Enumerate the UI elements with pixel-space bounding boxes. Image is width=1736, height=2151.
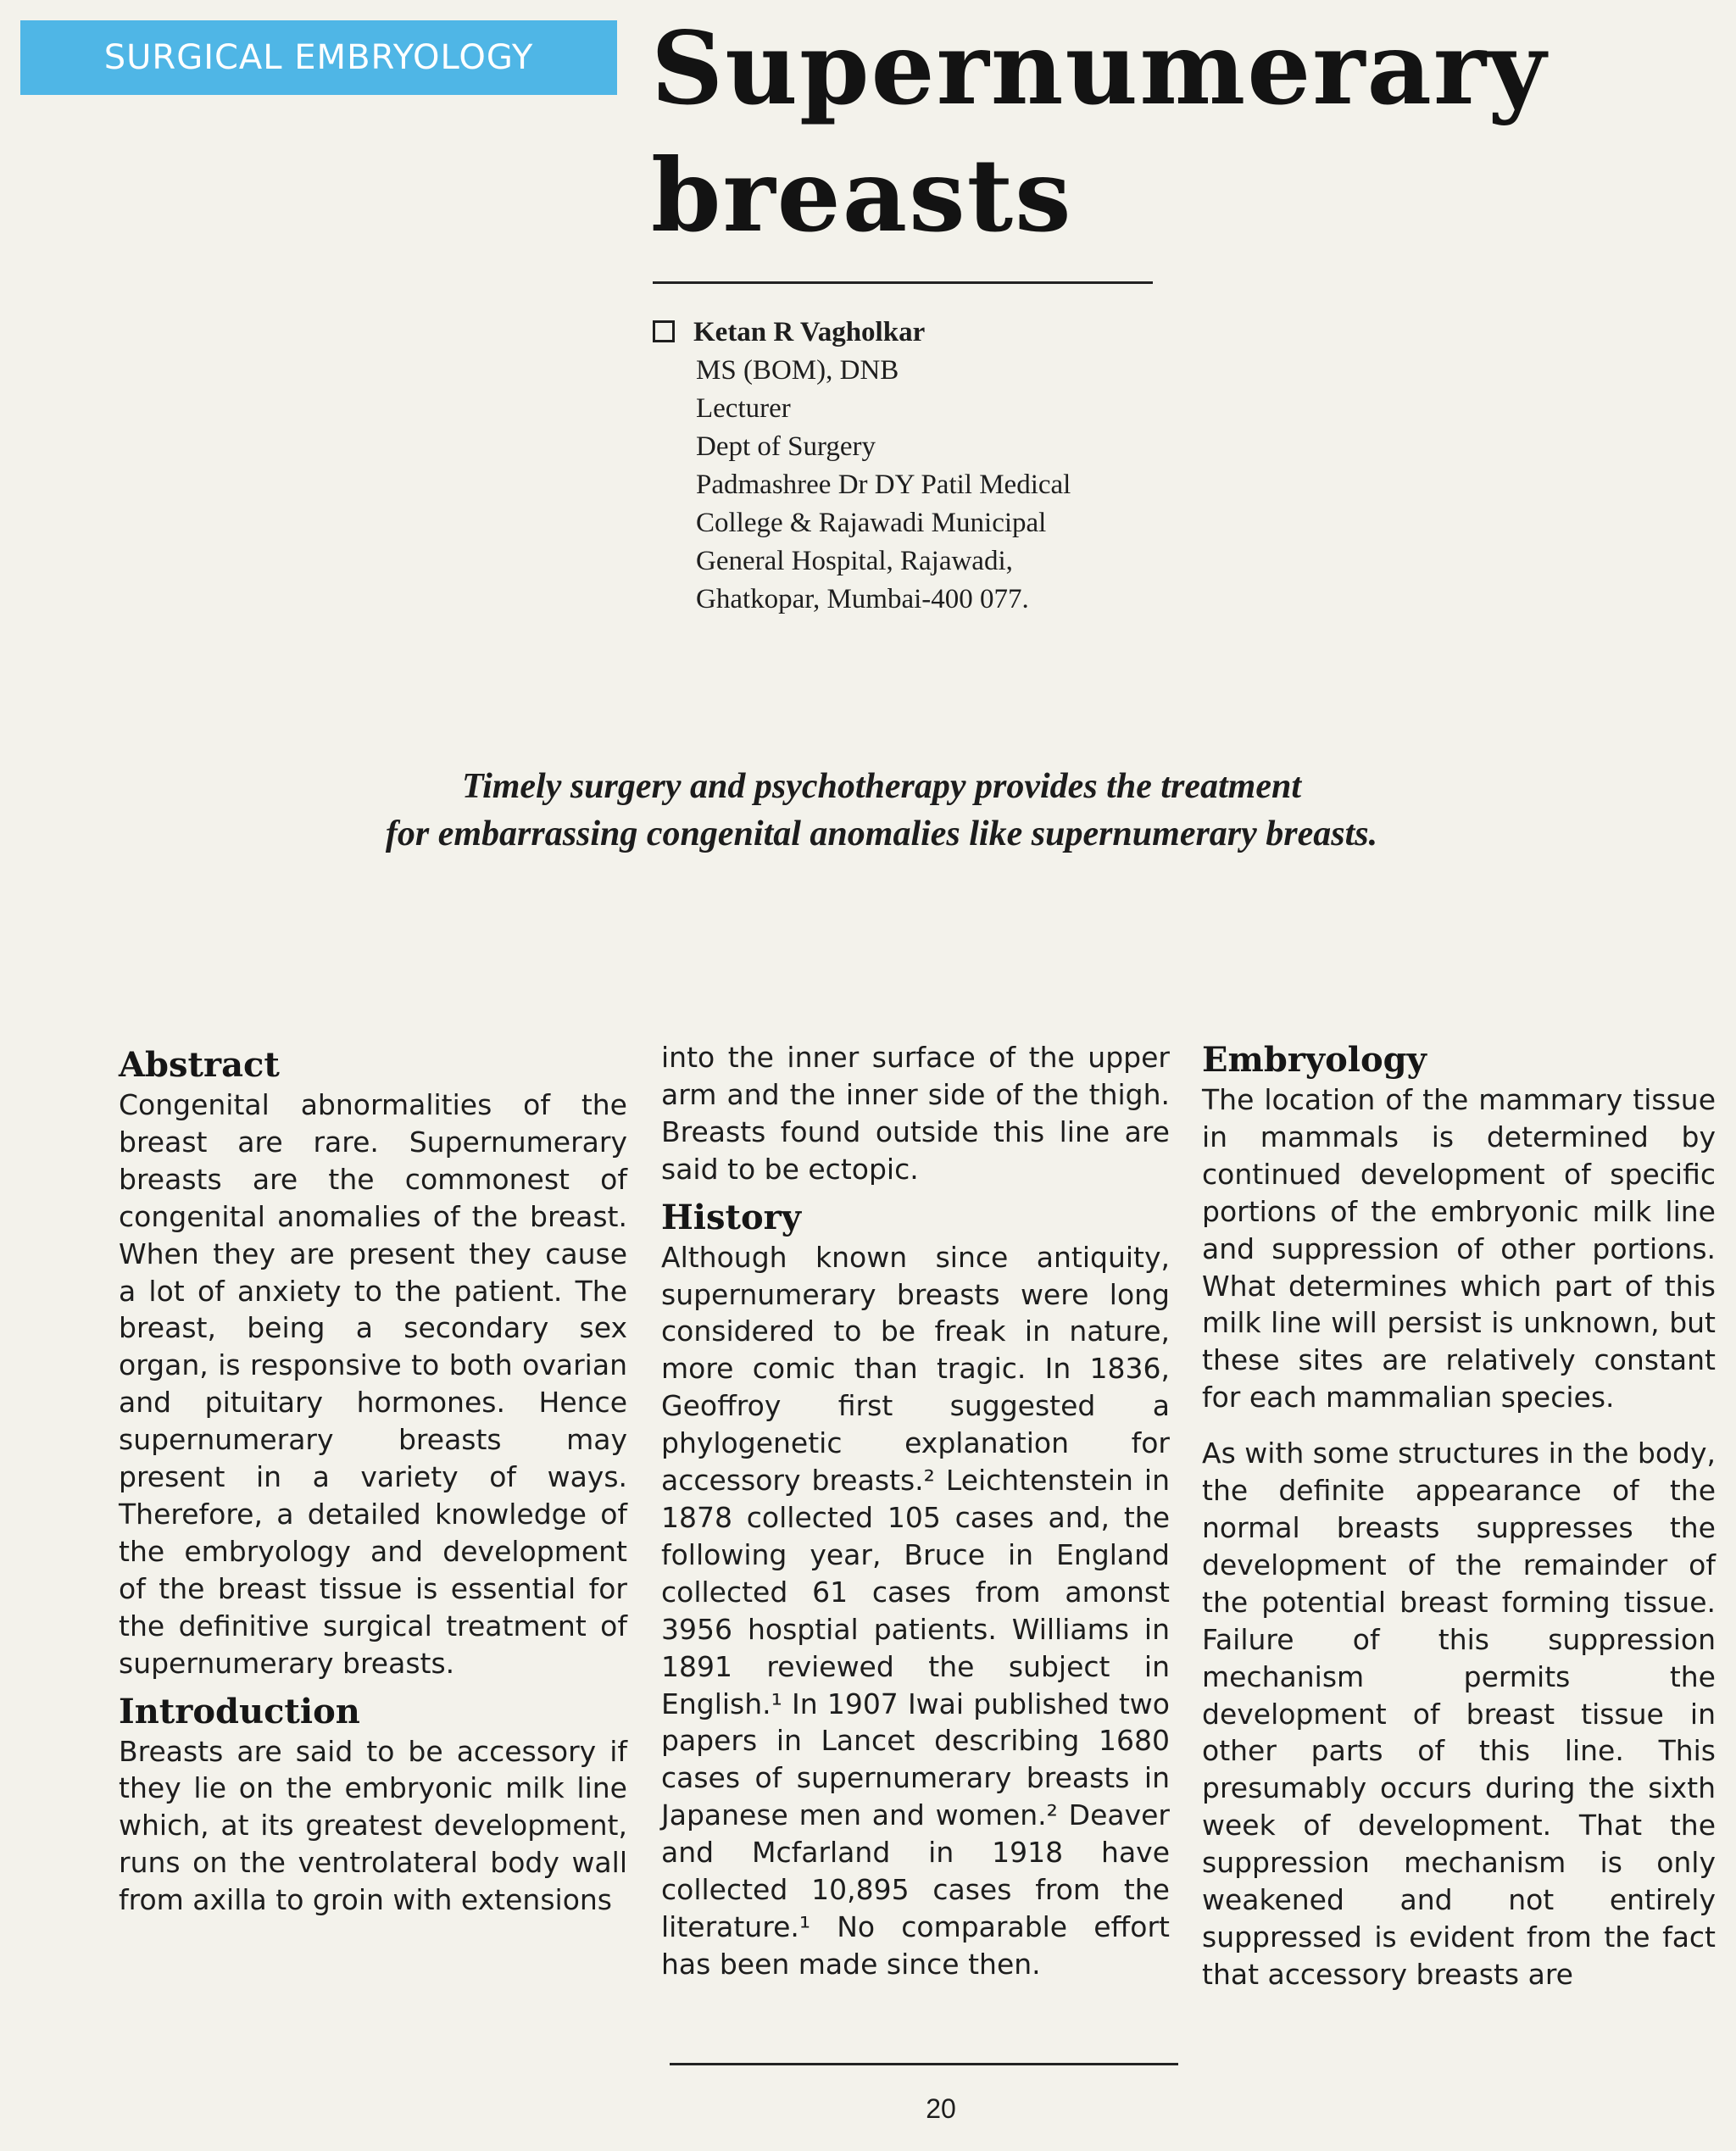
column-2: [661, 1039, 1170, 1983]
standfirst-line-1: Timely surgery and psychotherapy provides the treatment: [461, 767, 1302, 806]
standfirst-line-2: for embarrassing congenital anomalies like supernumerary breasts.: [385, 814, 1378, 853]
introduction-heading: Introduction: [119, 1691, 360, 1731]
author-affiliation-line: General Hospital, Rajawadi,: [696, 546, 1013, 576]
title-line-2: breasts: [651, 136, 1073, 254]
column-3: [1202, 1039, 1716, 1993]
introduction-text-continued: into the inner surface of the upper arm and the inner side of the thigh. Breasts found outside this line are said to be ectopic.: [661, 1041, 1170, 1186]
introduction-text: Breasts are said to be accessory if they lie on the embryonic milk line which, at its greatest development, runs on the ventrolateral body wall from axilla to groin with extensions: [119, 1734, 627, 1917]
column-1: [119, 1044, 627, 1919]
paragraph-gap: [1202, 1416, 1716, 1435]
embryology-heading: Embryology: [1202, 1040, 1427, 1080]
abstract-heading: Abstract: [119, 1045, 280, 1085]
title-line-1: Supernumerary: [651, 9, 1548, 127]
author-position: Lecturer: [696, 393, 791, 424]
author-credential: MS (BOM), DNB: [696, 355, 899, 386]
footer-rule: [670, 2063, 1178, 2065]
history-text: Although known since antiquity, supernumerary breasts were long considered to be freak in nature, more comic than tragic. In 1836, Geoffroy first suggested a phylogenetic explanation for accessory breasts.² Leichtenstein in 1878 collected 105 cases and, the following year, Bruce in England collected 61 cases from amonst 3956 hosptial patients. Williams in 1891 reviewed the subject in English.¹ In 1907 Iwai published two papers in Lancet describing 1680 cases of supernumerary breasts in Japanese men and women.² Deaver and Mcfarland in 1918 have collected 10,895 cases from the literature.¹ No comparable effort has been made since then.: [661, 1240, 1170, 1981]
section-tag: SURGICAL EMBRYOLOGY: [20, 20, 617, 95]
embryology-text-continued: As with some structures in the body, the definite appearance of the normal breasts suppresses the development of the remainder of the potential breast forming tissue. Failure of this suppression mechanism permits the development of breast tissue in other parts of this line. This presumably occurs during the sixth week of development. That the suppression mechanism is only weakened and not entirely suppressed is evident from the fact that accessory breasts are: [1202, 1437, 1716, 1991]
author-address: Ghatkopar, Mumbai-400 077.: [696, 584, 1029, 614]
abstract-text: Congenital abnormalities of the breast are rare. Supernumerary breasts are the commonest of congenital anomalies of the breast. When they are present they cause a lot of anxiety to the patient. The breast, being a secondary sex organ, is responsive to both ovarian and pituitary hormones. Hence supernumerary breasts may present in a variety of ways. Therefore, a detailed knowledge of the embryology and development of the breast tissue is essential for the definitive surgical treatment of supernumerary breasts.: [119, 1088, 627, 1680]
title-rule: [653, 281, 1153, 284]
checkbox-bullet-icon: [653, 320, 675, 342]
embryology-text: The location of the mammary tissue in mammals is determined by continued development of specific portions of the embryonic milk line and suppression of other portions. What determines which part of this milk line will persist is unknown, but these sites are relatively constant for each mammalian species.: [1202, 1083, 1716, 1415]
history-heading: History: [661, 1197, 801, 1237]
author-department: Dept of Surgery: [696, 431, 876, 462]
author-name: Ketan R Vagholkar: [693, 317, 926, 347]
author-affiliation-line: Padmashree Dr DY Patil Medical: [696, 470, 1071, 500]
page-number: 20: [926, 2093, 956, 2124]
author-byline: [653, 314, 1071, 619]
author-affiliation-line: College & Rajawadi Municipal: [696, 508, 1047, 538]
standfirst: [254, 763, 1509, 858]
article-title: [651, 5, 1548, 259]
